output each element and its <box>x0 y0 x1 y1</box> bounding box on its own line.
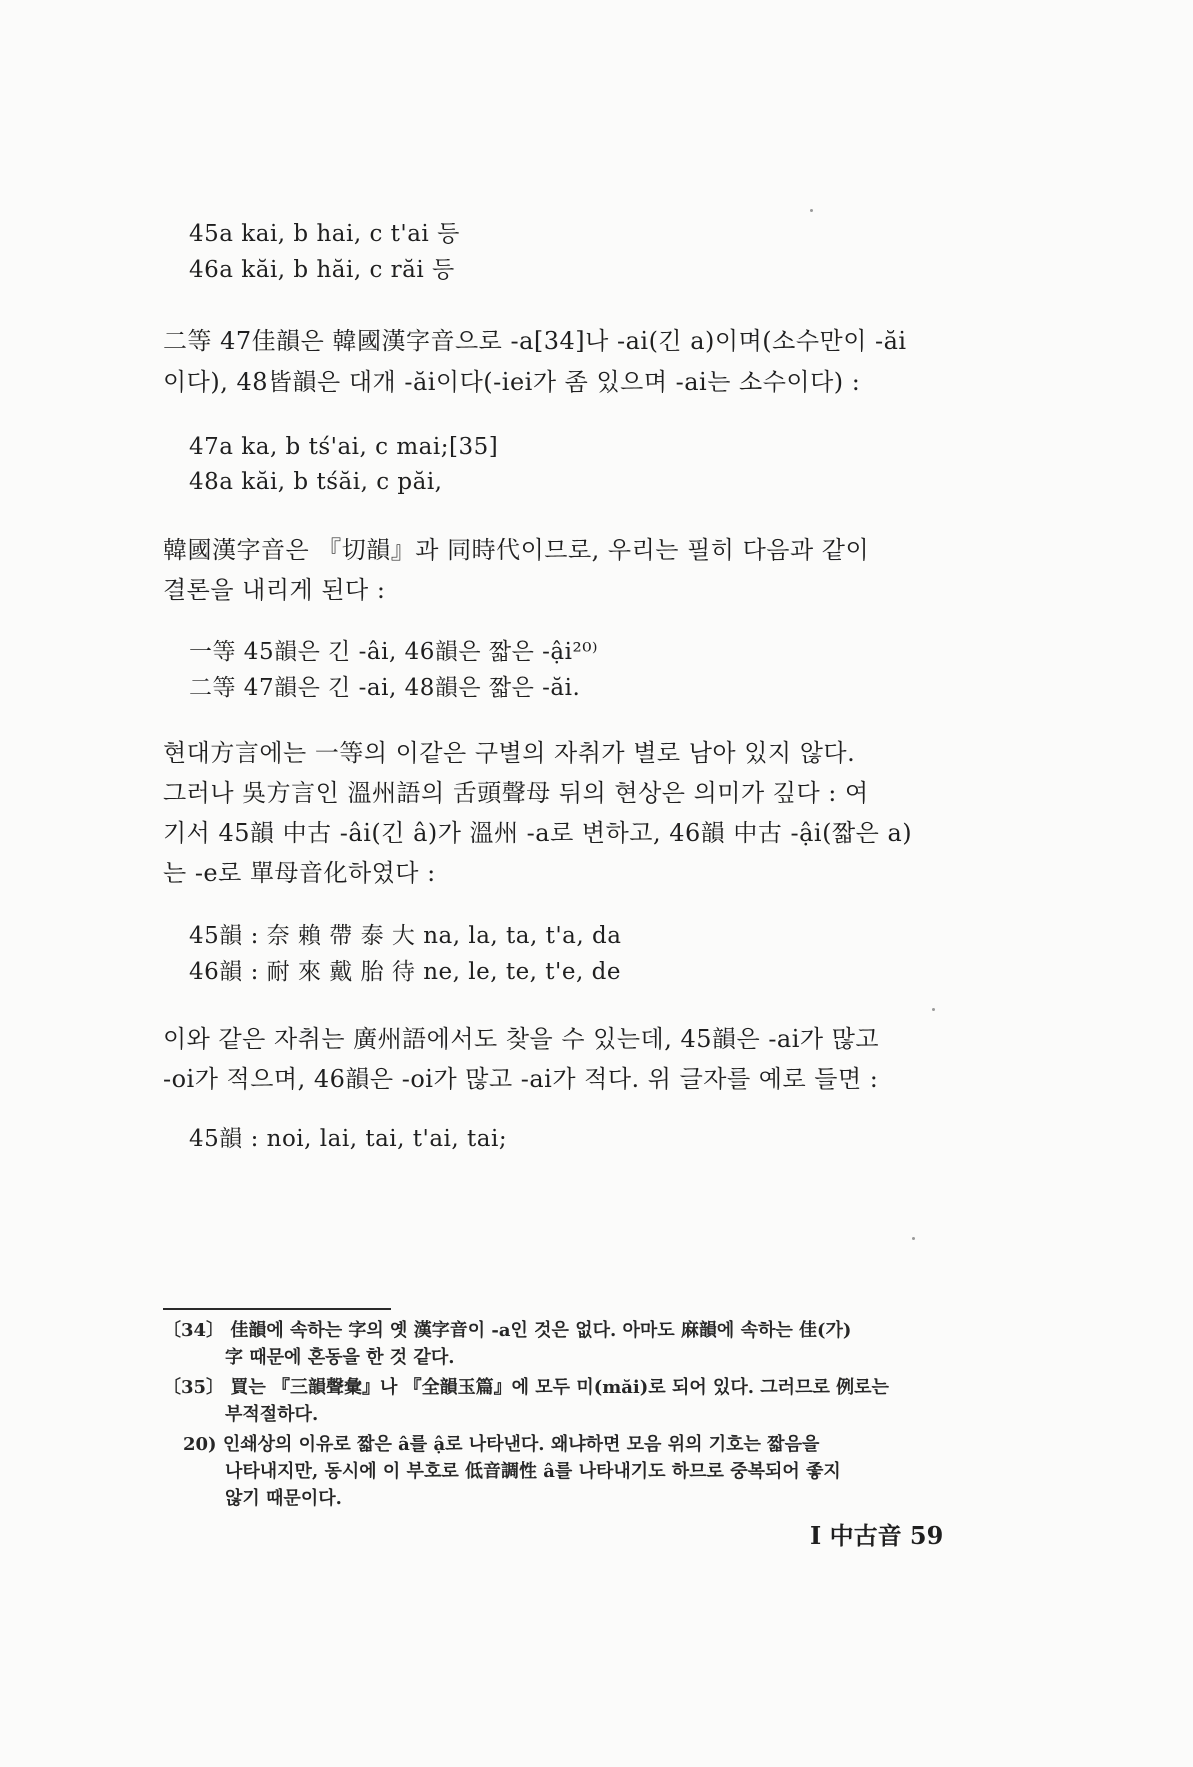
example-line-48: 48a kăi, b tśăi, c păi, <box>189 469 443 495</box>
scan-speck <box>810 209 813 212</box>
footnote-divider <box>163 1308 391 1310</box>
paragraph-line: 현대方言에는 一等의 이같은 구별의 자취가 별로 남아 있지 않다. <box>163 739 856 767</box>
example-line-46: 46a kăi, b hăi, c răi 등 <box>189 257 455 283</box>
paragraph-line: 는 -e로 單母音化하였다 : <box>163 859 436 887</box>
footnote-20: 20) 인쇄상의 이유로 짧은 â를 ậ로 나타낸다. 왜냐하면 모음 위의 기호는 짧음을 <box>183 1434 820 1455</box>
paragraph-line: 二等 47佳韻은 韓國漢字音으로 -a[34]나 -ai(긴 a)이며(소수만이 -ăi <box>163 327 907 355</box>
footnote-35-cont: 부적절하다. <box>225 1404 319 1425</box>
paragraph-line: 이와 같은 자취는 廣州語에서도 찾을 수 있는데, 45韻은 -ai가 많고 <box>163 1025 880 1053</box>
paragraph-line: 이다), 48皆韻은 대개 -ăi이다(-iei가 좀 있으며 -ai는 소수이다) : <box>163 368 861 396</box>
footnote-20-cont: 나타내지만, 동시에 이 부호로 低音調性 â를 나타내기도 하므로 중복되어 좋지 <box>225 1461 841 1482</box>
footnote-34: 〔34〕 佳韻에 속하는 字의 옛 漢字音이 -a인 것은 없다. 아마도 麻韻에 속하는 佳(가) <box>163 1320 852 1341</box>
scan-speck <box>912 1237 915 1240</box>
footnote-35: 〔35〕 買는 『三韻聲彙』나 『全韻玉篇』에 모두 미(măi)로 되어 있다. 그러므로 例로는 <box>163 1377 889 1398</box>
scan-speck <box>932 1008 935 1011</box>
paragraph-line: 결론을 내리게 된다 : <box>163 576 386 604</box>
paragraph-line: -oi가 적으며, 46韻은 -oi가 많고 -ai가 적다. 위 글자를 예로 들면 : <box>163 1065 879 1093</box>
footnote-20-cont: 않기 때문이다. <box>225 1488 342 1509</box>
conclusion-line-1: 一等 45韻은 긴 -âi, 46韻은 짧은 -ậi²⁰⁾ <box>189 639 599 665</box>
page-folio: I 中古音 59 <box>810 1521 944 1550</box>
conclusion-line-2: 二等 47韻은 긴 -ai, 48韻은 짧은 -ăi. <box>189 675 581 701</box>
example-line-47: 47a ka, b tś'ai, c mai;[35] <box>189 434 499 460</box>
wenzhou-example-46: 46韻 : 耐 來 戴 胎 待 ne, le, te, t'e, de <box>189 959 621 985</box>
paragraph-line: 기서 45韻 中古 -âi(긴 â)가 溫州 -a로 변하고, 46韻 中古 -ậi(짧은 a) <box>163 819 913 847</box>
paragraph-line: 韓國漢字音은 『切韻』과 同時代이므로, 우리는 필히 다음과 같이 <box>163 536 870 564</box>
footnote-34-cont: 字 때문에 혼동을 한 것 같다. <box>225 1347 455 1368</box>
cantonese-example-45: 45韻 : noi, lai, tai, t'ai, tai; <box>189 1126 508 1152</box>
paragraph-line: 그러나 吳方言인 溫州語의 舌頭聲母 뒤의 현상은 의미가 깊다 : 여 <box>163 779 869 807</box>
example-line-45: 45a kai, b hai, c t'ai 등 <box>189 221 460 247</box>
wenzhou-example-45: 45韻 : 奈 賴 帶 泰 大 na, la, ta, t'a, da <box>189 923 622 949</box>
